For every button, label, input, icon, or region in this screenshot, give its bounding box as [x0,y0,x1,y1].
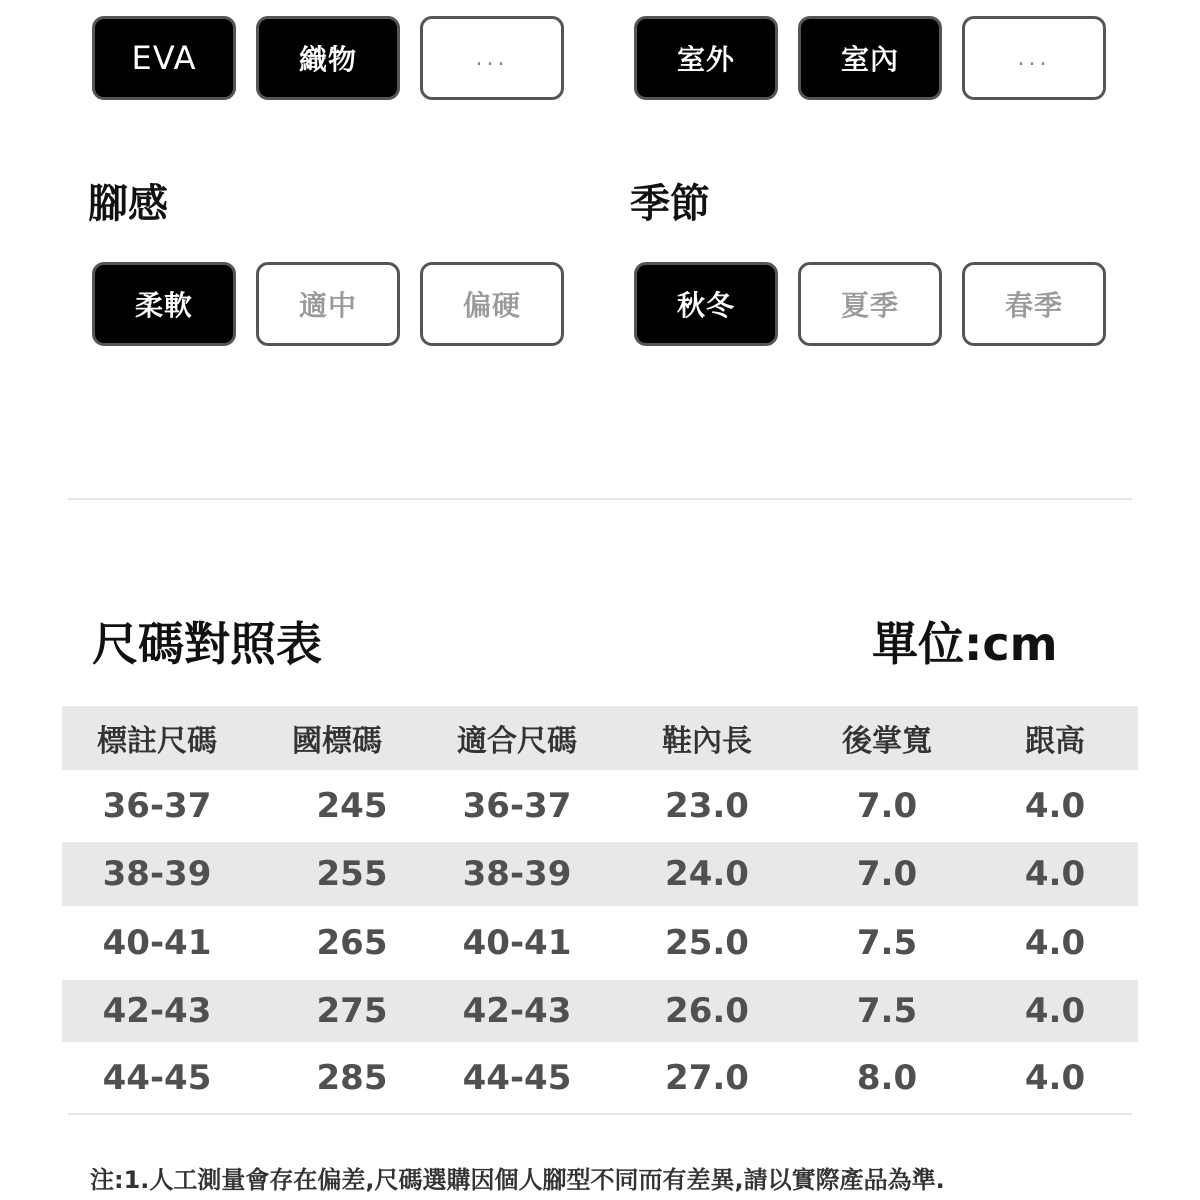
table-header-row [62,706,1138,770]
table-cell: 4.0 [1024,923,1086,963]
table-cell: 27.0 [665,1058,749,1098]
feel-chip-soft[interactable] [92,262,236,346]
table-bottom-divider [68,1113,1132,1115]
table-row [62,1042,1138,1114]
chip-label: 秋冬 [676,289,735,322]
table-header-cell: 跟高 [1025,724,1085,759]
table-cell: 245 [316,786,388,826]
table-cell: 7.0 [856,854,918,894]
feel-chip-medium[interactable] [256,262,400,346]
measurement-note: 注:1.人工測量會存在偏差,尺碼選購因個人腳型不同而有差異,請以實際產品為準. [90,1166,945,1194]
chip-label: 夏季 [840,289,899,322]
chip-label: 偏硬 [462,289,521,322]
table-cell: 38-39 [102,854,212,894]
table-cell: 4.0 [1024,1058,1086,1098]
table-cell: 4.0 [1024,991,1086,1031]
usage-chip-more[interactable] [962,16,1106,100]
chip-label: 春季 [1004,289,1063,322]
season-chip-spring[interactable] [962,262,1106,346]
table-cell: 285 [316,1058,388,1098]
season-chip-autumn-winter[interactable] [634,262,778,346]
feel-title: 腳感 [88,181,168,227]
section-divider [68,498,1132,500]
chip-label: 織物 [298,43,357,76]
table-cell: 44-45 [102,1058,212,1098]
usage-chip-indoor[interactable] [798,16,942,100]
table-cell: 24.0 [665,854,749,894]
table-cell: 26.0 [665,991,749,1031]
table-cell: 23.0 [665,786,749,826]
table-cell: 40-41 [462,923,572,963]
usage-chip-outdoor[interactable] [634,16,778,100]
table-cell: 25.0 [665,923,749,963]
table-cell: 38-39 [462,854,572,894]
table-row [62,842,1138,906]
table-cell: 7.5 [856,923,918,963]
table-cell: 44-45 [462,1058,572,1098]
table-cell: 8.0 [856,1058,918,1098]
table-row [62,770,1138,842]
season-title: 季節 [630,181,710,227]
table-cell: 7.0 [856,786,918,826]
table-cell: 36-37 [462,786,572,826]
table-cell: 42-43 [102,991,212,1031]
table-cell: 42-43 [462,991,572,1031]
table-row [62,980,1138,1042]
table-cell: 4.0 [1024,854,1086,894]
table-cell: 275 [316,991,388,1031]
chip-label: 室外 [676,43,735,76]
chip-label: 柔軟 [134,289,193,322]
chip-label: ... [475,45,509,71]
size-table-title: 尺碼對照表 [92,617,322,671]
chip-label: 室內 [840,43,899,76]
chip-label: EVA [131,39,197,77]
table-row [62,906,1138,980]
table-header-cell: 鞋內長 [662,724,752,759]
chip-label: ... [1017,45,1051,71]
table-cell: 40-41 [102,923,212,963]
table-header-cell: 標註尺碼 [97,724,217,759]
table-cell: 265 [316,923,388,963]
table-cell: 7.5 [856,991,918,1031]
material-chip-fabric[interactable] [256,16,400,100]
table-header-cell: 國標碼 [292,724,382,759]
material-chip-eva[interactable] [92,16,236,100]
table-cell: 36-37 [102,786,212,826]
material-chip-more[interactable] [420,16,564,100]
season-chip-summer[interactable] [798,262,942,346]
table-cell: 255 [316,854,388,894]
feel-chip-firm[interactable] [420,262,564,346]
chip-label: 適中 [298,289,357,322]
table-header-cell: 後掌寬 [842,724,932,759]
table-header-cell: 適合尺碼 [457,724,577,759]
size-table-unit: 單位:cm [872,617,1058,671]
table-cell: 4.0 [1024,786,1086,826]
